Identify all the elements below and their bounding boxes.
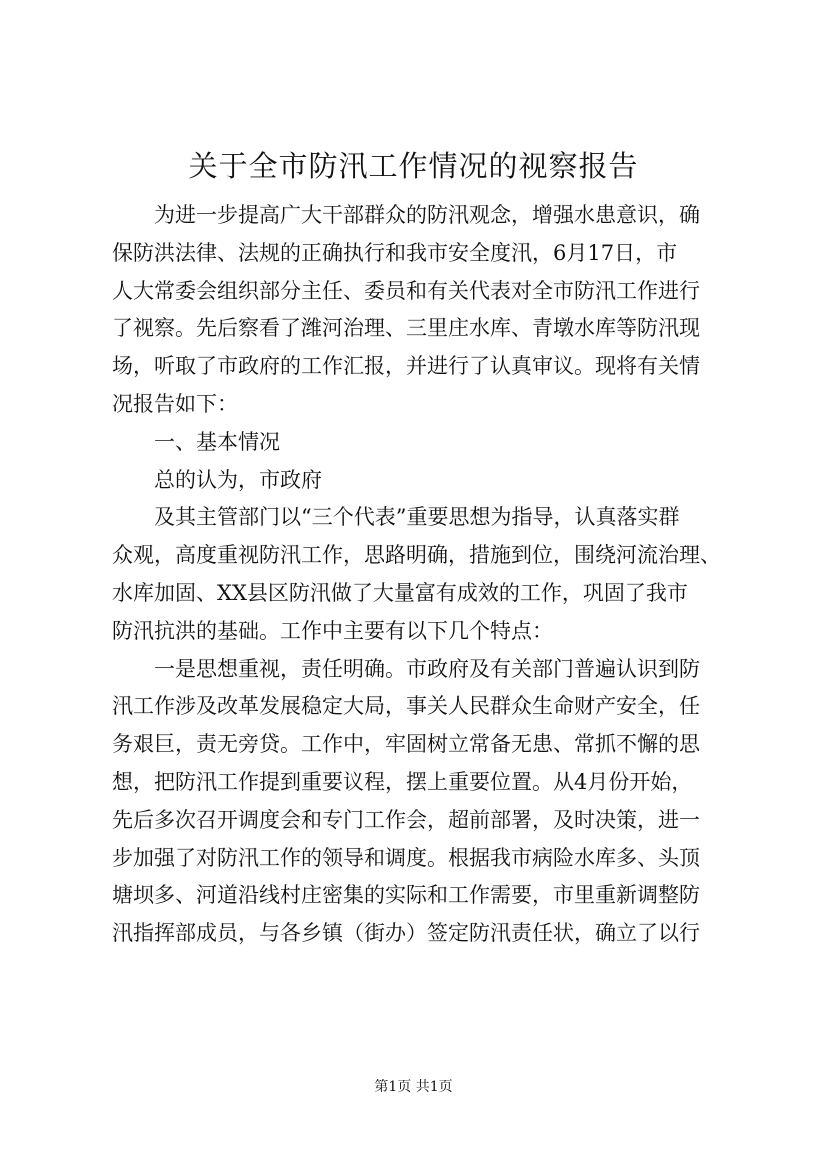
paragraph-line: 想，把防汛工作提到重要议程，摆上重要位置。从4月份开始， (112, 769, 693, 794)
paragraph-line: 众观，高度重视防汛工作，思路明确，措施到位，围绕河流治理、 (112, 543, 721, 568)
paragraph-line: 汛工作涉及改革发展稳定大局，事关人民群众生命财产安全，任 (112, 694, 700, 719)
section-heading: 一、基本情况 (154, 429, 280, 454)
document-title: 关于全市防汛工作情况的视察报告 (188, 149, 639, 183)
page-number-footer: 第1页 共1页 (374, 1079, 453, 1095)
document-body (112, 197, 738, 953)
paragraph-line: 及其主管部门以“三个代表”重要思想为指导，认真落实群 (154, 505, 680, 530)
paragraph-line: 防汛抗洪的基础。工作中主要有以下几个特点： (112, 618, 553, 643)
paragraph-line: 一是思想重视，责任明确。市政府及有关部门普遍认识到防 (154, 656, 700, 681)
paragraph-line: 塘坝多、河道沿线村庄密集的实际和工作需要，市里重新调整防 (112, 883, 700, 908)
paragraph-line: 况报告如下： (112, 391, 238, 416)
paragraph-line: 保防洪法律、法规的正确执行和我市安全度汛，6月17日，市 (112, 240, 678, 265)
paragraph-line: 步加强了对防汛工作的领导和调度。根据我市病险水库多、头顶 (112, 845, 700, 870)
paragraph-line: 为进一步提高广大干部群众的防汛观念，增强水患意识，确 (154, 203, 700, 227)
paragraph-line: 了视察。先后察看了潍河治理、三里庄水库、青墩水库等防汛现 (112, 316, 700, 341)
paragraph-line: 水库加固、XX县区防汛做了大量富有成效的工作，巩固了我市 (112, 580, 688, 605)
paragraph-line: 先后多次召开调度会和专门工作会，超前部署，及时决策，进一 (112, 807, 700, 832)
paragraph-line: 总的认为，市政府 (154, 467, 322, 492)
paragraph-line: 人大常委会组织部分主任、委员和有关代表对全市防汛工作进行 (112, 278, 700, 303)
paragraph-line: 汛指挥部成员，与各乡镇（街办）签定防汛责任状，确立了以行 (112, 921, 700, 946)
paragraph-line: 务艰巨，责无旁贷。工作中，牢固树立常备无患、常抓不懈的思 (112, 732, 700, 757)
paragraph-line: 场，听取了市政府的工作汇报，并进行了认真审议。现将有关情 (112, 354, 700, 379)
